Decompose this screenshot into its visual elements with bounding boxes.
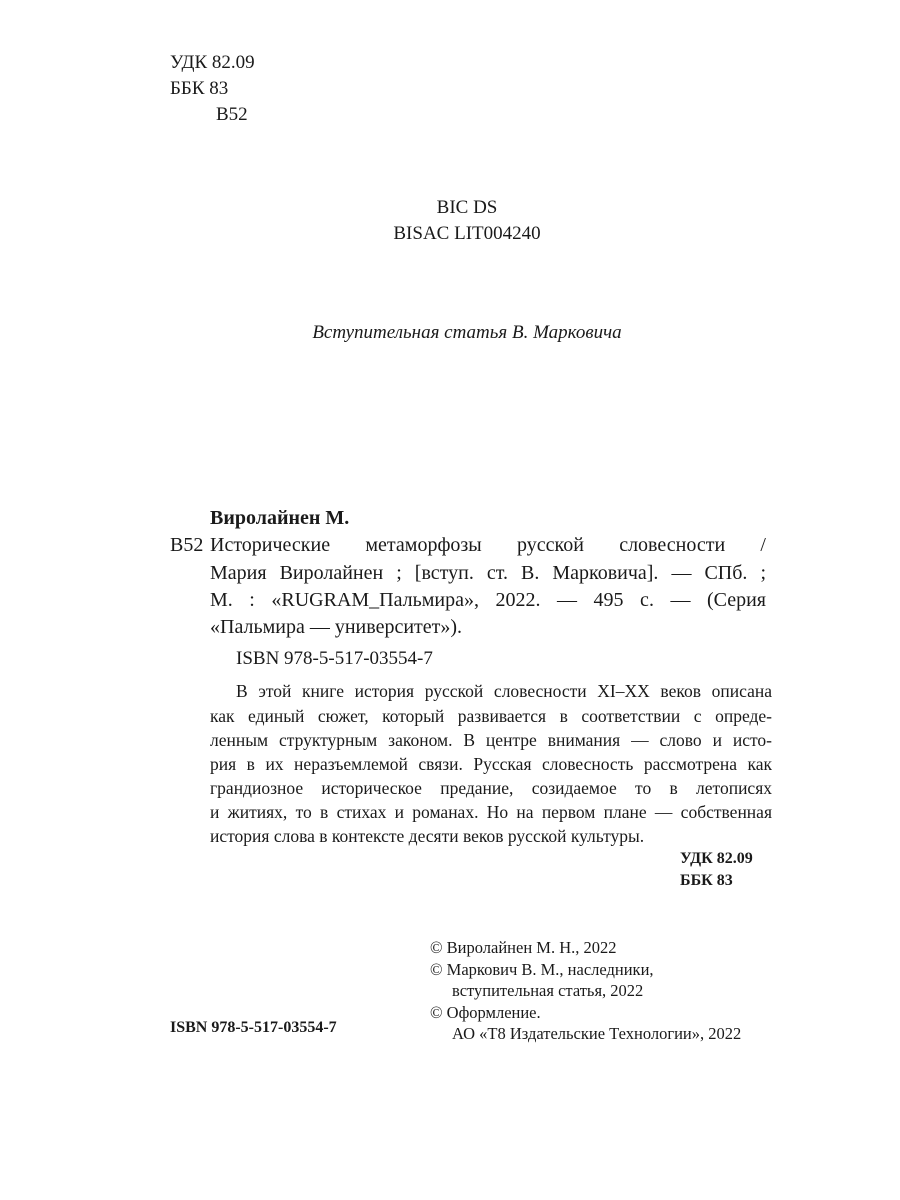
abstract-line: и житиях, то в стихах и романах. Но на первом плане — собственная bbox=[210, 802, 772, 822]
copyright-block bbox=[430, 937, 741, 1045]
copyright-line: © Маркович В. М., наследники, bbox=[430, 959, 654, 979]
udk-code-bottom: УДК 82.09 bbox=[680, 850, 753, 867]
intro-article-credit: Вступительная статья В. Марковича bbox=[312, 322, 622, 343]
copyright-line: АО «Т8 Издательские Технологии», 2022 bbox=[452, 1024, 742, 1043]
copyright-line: © Виролайнен М. Н., 2022 bbox=[430, 938, 617, 957]
isbn-bottom: ISBN 978-5-517-03554-7 bbox=[170, 1019, 337, 1036]
udk-code: УДК 82.09 bbox=[170, 52, 255, 73]
abstract-line: история слова в контексте десяти веков русской культуры. bbox=[210, 826, 645, 846]
abstract-line: ленным структурным законом. В центре внимания — слово и исто- bbox=[210, 730, 772, 750]
bic-codes bbox=[0, 195, 900, 247]
record-description-line: М. : «RUGRAM_Пальмира», 2022. — 495 с. — (Серия bbox=[210, 589, 766, 611]
copyright-line: © Оформление. bbox=[430, 1002, 541, 1022]
record-author: Виролайнен М. bbox=[210, 507, 350, 529]
top-classification-codes bbox=[170, 50, 255, 128]
bottom-classification-codes bbox=[680, 848, 753, 892]
bbk-code-bottom: ББК 83 bbox=[680, 872, 733, 889]
bbk-code: ББК 83 bbox=[170, 78, 229, 99]
abstract-line: рия в их неразъемлемой связи. Русская словесность рассмотрена как bbox=[210, 754, 772, 774]
bisac-code: BISAC LIT004240 bbox=[393, 223, 541, 244]
abstract-line: как единый сюжет, который развивается в соответствии с опреде- bbox=[210, 706, 772, 726]
record-index-code: В52 bbox=[170, 534, 204, 556]
bic-code: BIC DS bbox=[436, 197, 498, 218]
record-isbn: ISBN 978-5-517-03554-7 bbox=[236, 648, 433, 669]
record-description-line: Исторические метаморфозы русской словесности / bbox=[210, 534, 766, 556]
copyright-line: вступительная статья, 2022 bbox=[452, 981, 644, 1000]
abstract-line: грандиозное историческое предание, созидаемое то в летописях bbox=[210, 778, 772, 798]
record-description-line: Мария Виролайнен ; [вступ. ст. В. Марковича]. — СПб. ; bbox=[210, 562, 766, 584]
author-sign: В52 bbox=[216, 104, 248, 125]
abstract-line: В этой книге история русской словесности XI–XX веков описана bbox=[236, 681, 772, 701]
record-description-line: «Пальмира — университет»). bbox=[210, 616, 463, 638]
